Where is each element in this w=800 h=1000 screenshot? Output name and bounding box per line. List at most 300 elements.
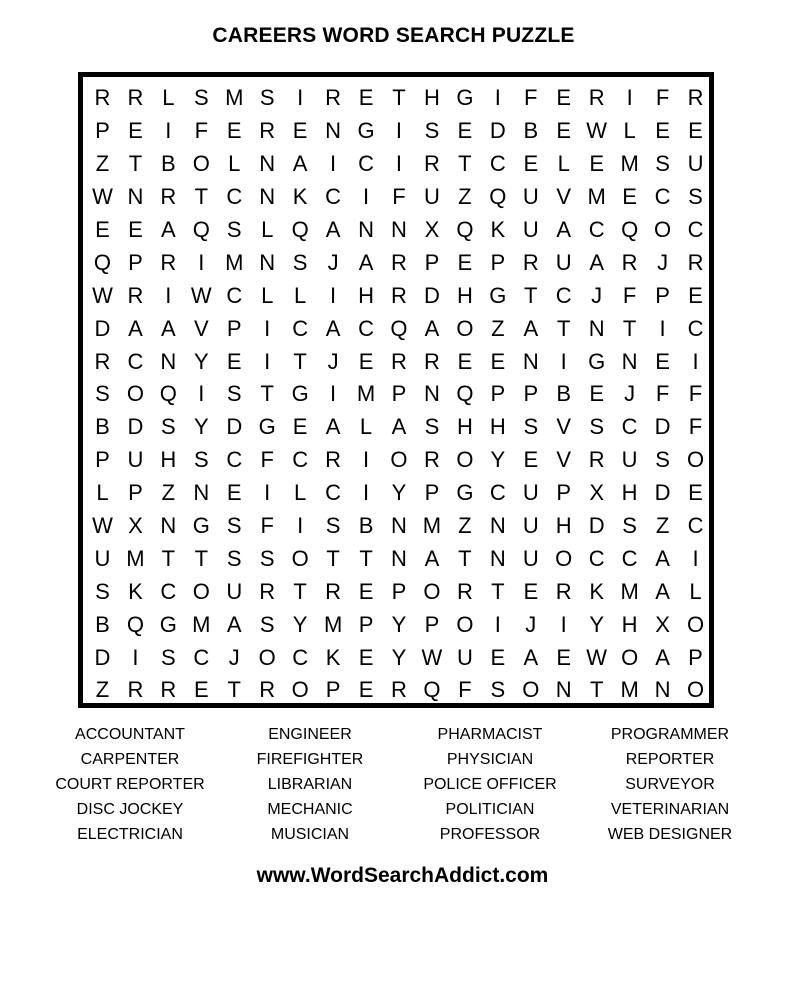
grid-letter: I: [494, 85, 501, 111]
grid-letter: Q: [126, 611, 144, 637]
grid-letter: W: [92, 184, 113, 210]
grid-letter: Z: [655, 513, 670, 539]
grid-letter: G: [456, 85, 474, 111]
grid-letter: S: [95, 381, 110, 407]
grid-letter: T: [260, 381, 274, 407]
grid-letter: F: [524, 85, 538, 111]
grid-letter: S: [259, 85, 275, 111]
grid-letter: C: [127, 348, 144, 374]
grid-letter: C: [325, 480, 342, 506]
grid-letter: S: [226, 217, 242, 242]
grid-letter: S: [226, 545, 242, 571]
word-list-item: REPORTER: [625, 750, 715, 768]
grid-letter: R: [588, 85, 605, 111]
grid-letter: S: [523, 414, 539, 440]
grid-letter: J: [525, 611, 537, 637]
grid-letter: Q: [192, 217, 210, 242]
grid-letter: I: [330, 282, 337, 308]
grid-letter: G: [159, 611, 177, 637]
grid-letter: L: [294, 480, 307, 506]
grid-letter: L: [294, 282, 307, 308]
grid-letter: M: [620, 578, 639, 604]
grid-letter: M: [356, 381, 376, 407]
grid-letter: P: [128, 249, 143, 275]
grid-letter: S: [655, 447, 670, 473]
grid-letter: K: [292, 184, 308, 210]
grid-letter: L: [557, 151, 570, 177]
grid-letter: S: [259, 611, 275, 637]
grid-letter: I: [165, 118, 172, 144]
grid-letter: F: [688, 414, 703, 440]
grid-letter: A: [292, 151, 308, 177]
grid-letter: R: [522, 249, 539, 275]
grid-letter: E: [490, 644, 506, 670]
grid-letter: T: [458, 545, 472, 571]
website-footer: www.WordSearchAddict.com: [256, 864, 549, 887]
grid-letter: B: [358, 513, 374, 539]
grid-letter: G: [489, 282, 507, 308]
grid-letter: R: [391, 348, 407, 374]
grid-letter: A: [589, 249, 605, 275]
grid-letter: E: [556, 644, 572, 670]
grid-letter: R: [127, 85, 144, 111]
word-list-item: COURT REPORTER: [55, 775, 205, 793]
grid-letter: N: [423, 381, 440, 407]
grid-letter: O: [423, 578, 441, 604]
grid-letter: I: [560, 611, 567, 637]
grid-letter: E: [128, 217, 143, 242]
grid-letter: O: [686, 447, 705, 473]
grid-letter: F: [194, 118, 209, 144]
grid-letter: I: [362, 184, 370, 210]
grid-letter: C: [226, 184, 243, 210]
grid-letter: T: [227, 677, 241, 703]
grid-letter: D: [226, 414, 243, 440]
puzzle-title: CAREERS WORD SEARCH PUZZLE: [212, 24, 575, 47]
grid-letter: V: [556, 414, 572, 440]
grid-letter: S: [622, 513, 637, 539]
grid-letter: R: [423, 447, 440, 473]
grid-letter: S: [95, 578, 110, 604]
grid-letter: I: [165, 282, 172, 308]
grid-letter: R: [94, 348, 111, 374]
grid-letter: E: [226, 348, 242, 374]
grid-letter: B: [523, 118, 539, 144]
grid-letter: D: [423, 282, 440, 308]
grid-letter: F: [655, 85, 670, 111]
grid-letter: U: [687, 151, 704, 177]
grid-letter: R: [259, 578, 276, 604]
grid-letter: T: [491, 578, 505, 604]
grid-letter: P: [128, 480, 143, 506]
grid-letter: D: [94, 315, 111, 341]
grid-letter: E: [688, 480, 703, 506]
grid-letter: U: [522, 480, 539, 506]
grid-letter: W: [92, 282, 113, 308]
grid-letter: P: [490, 249, 506, 275]
grid-letter: H: [456, 414, 473, 440]
grid-letter: T: [128, 151, 143, 177]
grid-letter: U: [522, 184, 539, 210]
grid-letter: W: [586, 118, 608, 144]
grid-letter: S: [193, 85, 209, 111]
grid-letter: R: [127, 677, 144, 703]
grid-letter: M: [620, 151, 639, 177]
grid-letter: L: [623, 118, 636, 144]
grid-letter: N: [391, 545, 407, 571]
grid-letter: N: [489, 513, 506, 539]
grid-letter: L: [261, 282, 274, 308]
grid-letter: F: [688, 381, 703, 407]
grid-letter: N: [193, 480, 210, 506]
grid-letter: U: [423, 184, 440, 210]
grid-letter: B: [556, 381, 572, 407]
grid-letter: O: [686, 677, 705, 703]
grid-letter: T: [326, 545, 340, 571]
grid-letter: G: [258, 414, 276, 440]
grid-letter: P: [95, 447, 110, 473]
word-list-item: CARPENTER: [80, 750, 180, 768]
grid-letter: W: [586, 644, 608, 670]
grid-letter: C: [588, 545, 605, 571]
grid-letter: C: [226, 282, 243, 308]
grid-letter: B: [95, 611, 110, 637]
grid-letter: Q: [93, 249, 112, 275]
grid-letter: N: [391, 217, 407, 242]
grid-letter: C: [226, 447, 243, 473]
grid-letter: Z: [95, 677, 110, 703]
grid-letter: C: [687, 217, 704, 242]
grid-letter: C: [654, 184, 671, 210]
grid-letter: I: [330, 151, 337, 177]
grid-letter: F: [260, 447, 274, 473]
grid-letter: V: [556, 184, 572, 210]
grid-letter: P: [391, 381, 407, 407]
grid-letter: E: [358, 348, 374, 374]
grid-letter: Y: [193, 348, 209, 374]
grid-letter: M: [422, 513, 442, 539]
word-list-item: PHARMACIST: [437, 725, 543, 743]
grid-letter: Y: [193, 414, 209, 440]
grid-letter: R: [160, 677, 177, 703]
grid-letter: I: [297, 85, 304, 111]
grid-letter: A: [391, 414, 407, 440]
word-list-item: POLITICIAN: [445, 800, 535, 818]
grid-letter: E: [226, 118, 242, 144]
grid-letter: E: [655, 118, 670, 144]
grid-letter: E: [457, 249, 473, 275]
word-list-item: PROGRAMMER: [610, 725, 730, 743]
grid-letter: J: [624, 381, 636, 407]
word-list-item: POLICE OFFICER: [423, 775, 557, 793]
grid-letter: M: [225, 85, 244, 111]
grid-letter: Q: [423, 677, 441, 703]
grid-letter: M: [323, 611, 343, 637]
grid-letter: O: [291, 545, 309, 571]
grid-letter: U: [555, 249, 572, 275]
grid-letter: R: [391, 282, 407, 308]
grid-letter: U: [456, 644, 473, 670]
word-list-item: FIREFIGHTER: [256, 750, 364, 768]
grid-letter: N: [522, 348, 539, 374]
grid-letter: C: [292, 315, 309, 341]
grid-letter: L: [228, 151, 241, 177]
grid-letter: I: [330, 381, 337, 407]
grid-letter: F: [655, 381, 670, 407]
grid-letter: I: [626, 85, 633, 111]
grid-letter: C: [358, 315, 374, 341]
grid-letter: A: [523, 644, 539, 670]
grid-letter: C: [621, 414, 638, 440]
grid-letter: Q: [291, 217, 309, 242]
grid-letter: E: [688, 118, 703, 144]
word-list-item: ELECTRICIAN: [77, 825, 183, 843]
grid-letter: I: [692, 348, 699, 374]
grid-letter: H: [358, 282, 374, 308]
grid-letter: B: [95, 414, 110, 440]
grid-letter: U: [226, 578, 243, 604]
grid-letter: U: [94, 545, 111, 571]
grid-letter: E: [523, 447, 539, 473]
grid-letter: C: [489, 480, 506, 506]
grid-letter: E: [523, 578, 539, 604]
grid-letter: C: [325, 184, 342, 210]
word-list-item: SURVEYOR: [625, 775, 715, 793]
grid-letter: D: [489, 118, 506, 144]
grid-letter: H: [160, 447, 177, 473]
grid-letter: I: [659, 315, 666, 341]
grid-letter: G: [588, 348, 606, 374]
grid-letter: I: [395, 118, 403, 144]
grid-letter: E: [622, 184, 637, 210]
grid-letter: U: [522, 545, 539, 571]
grid-letter: Y: [292, 611, 308, 637]
grid-letter: P: [688, 644, 703, 670]
grid-letter: L: [359, 414, 373, 440]
grid-letter: N: [654, 677, 671, 703]
grid-letter: C: [588, 217, 605, 242]
grid-letter: A: [161, 217, 176, 242]
grid-letter: O: [456, 447, 474, 473]
grid-letter: P: [424, 249, 440, 275]
grid-letter: D: [127, 414, 144, 440]
grid-letter: D: [588, 513, 605, 539]
grid-letter: R: [160, 184, 177, 210]
grid-letter: P: [226, 315, 242, 341]
grid-letter: E: [95, 217, 110, 242]
grid-letter: M: [620, 677, 639, 703]
grid-letter: Q: [456, 381, 474, 407]
grid-letter: L: [162, 85, 175, 111]
grid-letter: A: [358, 249, 374, 275]
grid-letter: X: [655, 611, 670, 637]
grid-letter: R: [423, 151, 440, 177]
grid-letter: R: [687, 85, 704, 111]
grid-letter: L: [689, 578, 702, 604]
grid-letter: M: [587, 184, 606, 210]
word-list-item: WEB DESIGNER: [607, 825, 733, 843]
grid-letter: A: [655, 644, 670, 670]
grid-letter: A: [325, 414, 341, 440]
grid-letter: P: [424, 611, 440, 637]
grid-letter: U: [522, 217, 539, 242]
grid-letter: I: [494, 611, 501, 637]
word-list-item: MECHANIC: [267, 800, 353, 818]
grid-letter: N: [489, 545, 506, 571]
grid-letter: K: [589, 578, 605, 604]
grid-letter: L: [96, 480, 109, 506]
grid-letter: S: [161, 644, 176, 670]
grid-letter: J: [327, 348, 339, 374]
word-list-item: MUSICIAN: [270, 825, 350, 843]
grid-letter: E: [358, 644, 374, 670]
grid-letter: K: [128, 578, 143, 604]
grid-letter: I: [264, 315, 271, 341]
grid-letter: I: [132, 644, 139, 670]
grid-letter: Z: [491, 315, 505, 341]
grid-letter: N: [259, 151, 276, 177]
grid-letter: C: [160, 578, 177, 604]
grid-letter: C: [621, 545, 638, 571]
grid-letter: P: [556, 480, 572, 506]
grid-letter: P: [490, 381, 506, 407]
grid-letter: A: [556, 217, 572, 242]
grid-letter: T: [293, 578, 307, 604]
grid-letter: N: [358, 217, 374, 242]
grid-letter: E: [589, 381, 605, 407]
grid-letter: C: [358, 151, 374, 177]
grid-letter: O: [456, 315, 474, 341]
grid-letter: E: [490, 348, 506, 374]
grid-letter: A: [226, 611, 242, 637]
puzzle-grid-frame: [78, 72, 714, 708]
grid-letter: Q: [390, 315, 408, 341]
grid-letter: C: [687, 315, 704, 341]
grid-letter: R: [391, 677, 407, 703]
grid-letter: H: [456, 282, 473, 308]
grid-letter: O: [192, 578, 210, 604]
grid-letter: E: [358, 85, 374, 111]
grid-letter: Y: [490, 447, 506, 473]
grid-letter: E: [358, 578, 374, 604]
grid-letter: Y: [391, 480, 407, 506]
grid-letter: E: [457, 348, 473, 374]
grid-letter: X: [424, 217, 440, 242]
grid-letter: G: [192, 513, 210, 539]
grid-letter: O: [456, 611, 474, 637]
grid-letter: A: [128, 315, 143, 341]
grid-letter: E: [358, 677, 374, 703]
grid-letter: J: [591, 282, 603, 308]
grid-letter: V: [193, 315, 209, 341]
grid-letter: C: [292, 447, 309, 473]
grid-letter: G: [456, 480, 474, 506]
grid-letter: F: [260, 513, 274, 539]
grid-letter: U: [127, 447, 144, 473]
grid-letter: S: [424, 118, 440, 144]
grid-letter: I: [395, 151, 403, 177]
grid-letter: O: [621, 644, 639, 670]
grid-letter: R: [325, 85, 342, 111]
grid-letter: O: [522, 677, 540, 703]
grid-letter: N: [160, 348, 177, 374]
grid-letter: P: [523, 381, 539, 407]
grid-letter: P: [391, 578, 407, 604]
grid-letter: V: [556, 447, 572, 473]
grid-letter: D: [654, 414, 671, 440]
grid-letter: T: [622, 315, 637, 341]
grid-letter: A: [655, 545, 670, 571]
word-list-item: VETERINARIAN: [610, 800, 730, 818]
grid-letter: L: [261, 217, 274, 242]
grid-letter: E: [193, 677, 209, 703]
grid-letter: E: [292, 118, 308, 144]
grid-letter: O: [126, 381, 144, 407]
grid-letter: X: [128, 513, 143, 539]
grid-letter: Z: [95, 151, 110, 177]
grid-letter: Y: [391, 644, 407, 670]
grid-letter: R: [456, 578, 473, 604]
grid-letter: K: [325, 644, 341, 670]
grid-letter: X: [589, 480, 605, 506]
grid-letter: S: [193, 447, 209, 473]
grid-letter: N: [160, 513, 177, 539]
grid-letter: R: [588, 447, 605, 473]
grid-letter: R: [94, 85, 111, 111]
grid-letter: O: [654, 217, 672, 242]
grid-letter: S: [292, 249, 308, 275]
grid-letter: E: [226, 480, 242, 506]
word-list-item: PHYSICIAN: [446, 750, 534, 768]
grid-letter: S: [161, 414, 176, 440]
grid-letter: E: [292, 414, 308, 440]
grid-letter: W: [421, 644, 443, 670]
grid-letter: S: [424, 414, 440, 440]
grid-letter: N: [391, 513, 407, 539]
grid-letter: T: [392, 85, 406, 111]
grid-letter: H: [621, 611, 638, 637]
grid-letter: M: [225, 249, 244, 275]
grid-letter: S: [688, 184, 703, 210]
grid-letter: K: [490, 217, 506, 242]
grid-letter: T: [524, 282, 538, 308]
grid-letter: Z: [458, 513, 472, 539]
grid-letter: T: [458, 151, 472, 177]
grid-letter: R: [259, 118, 276, 144]
grid-letter: J: [327, 249, 339, 275]
grid-letter: N: [259, 249, 276, 275]
word-list-item: DISC JOCKEY: [76, 800, 184, 818]
grid-letter: Z: [458, 184, 472, 210]
grid-letter: O: [686, 611, 705, 637]
grid-letter: C: [489, 151, 506, 177]
grid-letter: S: [490, 677, 506, 703]
grid-letter: W: [190, 282, 212, 308]
grid-letter: A: [523, 315, 539, 341]
word-list: [40, 722, 760, 847]
grid-letter: P: [325, 677, 341, 703]
grid-letter: D: [654, 480, 671, 506]
grid-letter: Q: [489, 184, 507, 210]
word-list-item: ENGINEER: [268, 725, 352, 743]
grid-letter: A: [161, 315, 176, 341]
grid-letter: H: [555, 513, 572, 539]
grid-letter: N: [621, 348, 638, 374]
grid-letter: I: [692, 545, 699, 571]
grid-letter: C: [555, 282, 572, 308]
grid-letter: A: [424, 545, 440, 571]
grid-letter: N: [555, 677, 572, 703]
